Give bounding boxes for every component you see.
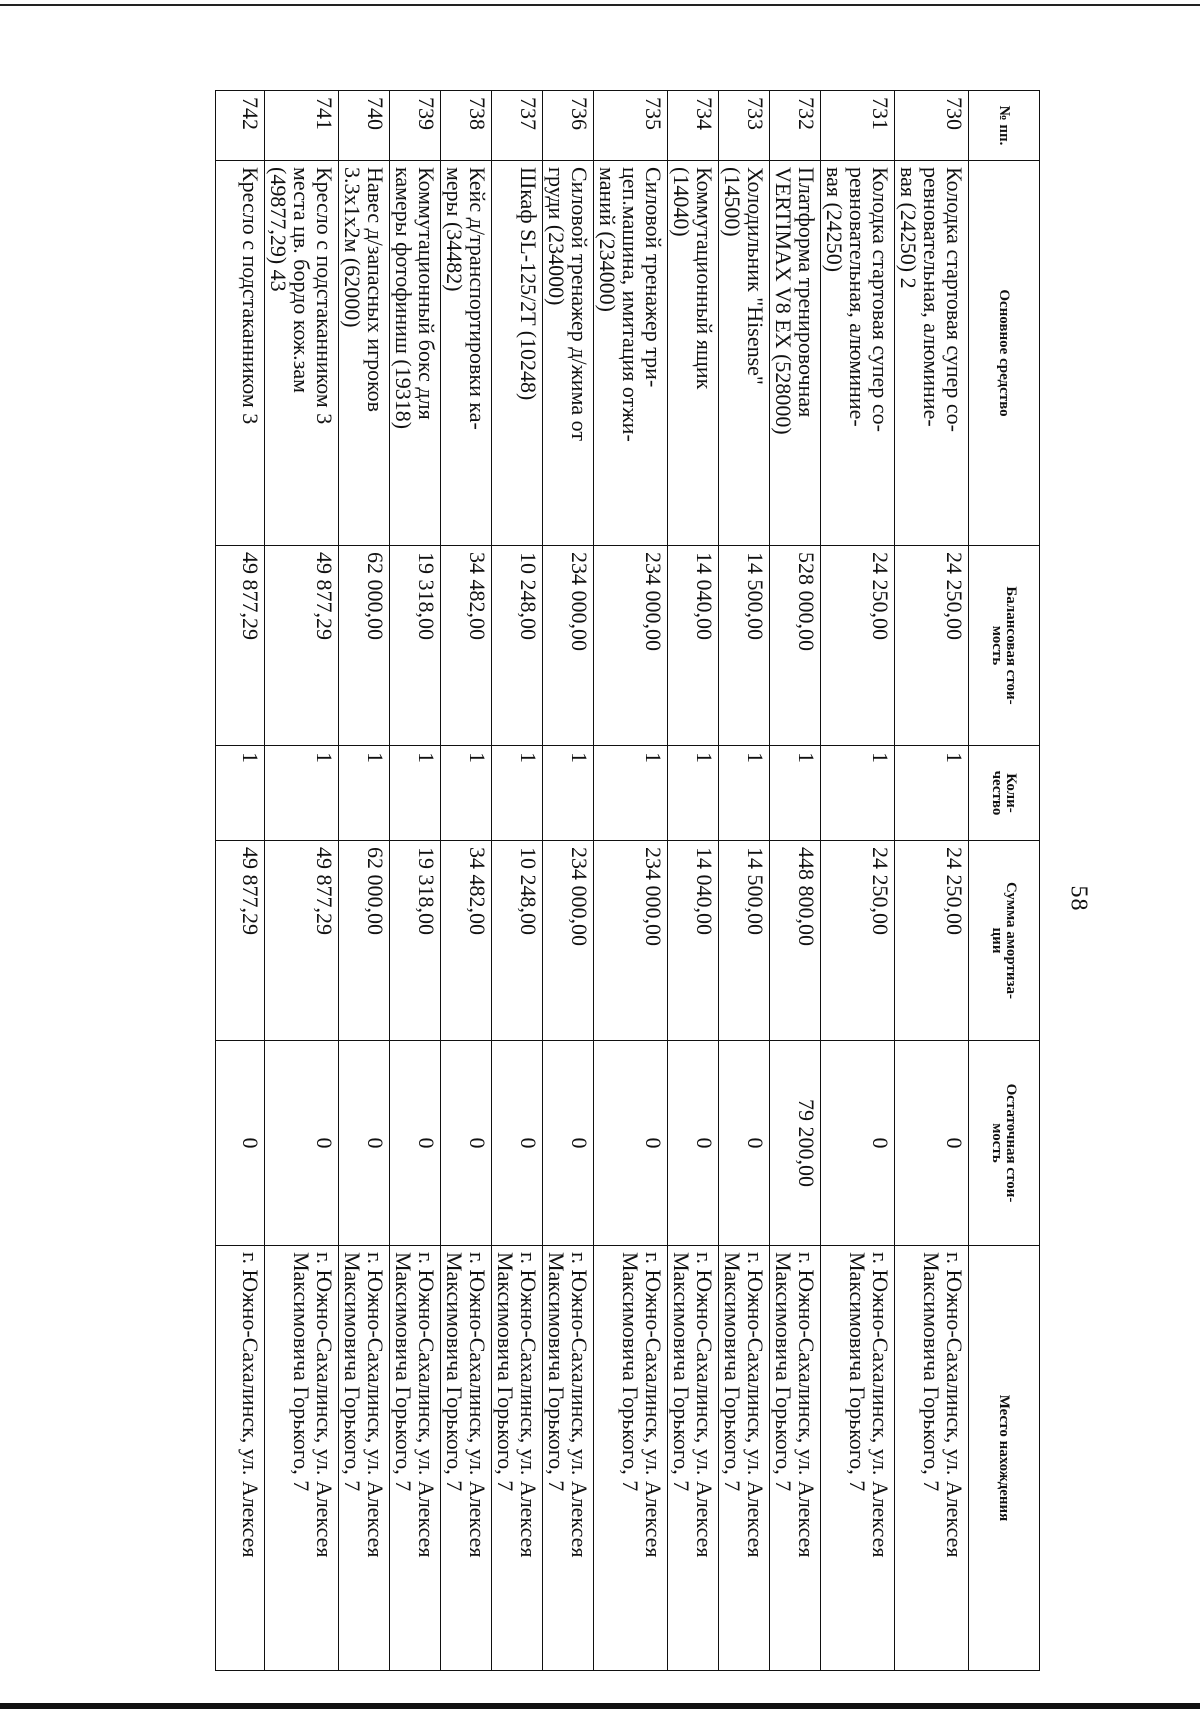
table-body xyxy=(216,91,969,1671)
cell-asset: Силовой тренажер три- цеп.машина, имитация отжи- маний (234000) xyxy=(594,161,668,546)
cell-quantity: 1 xyxy=(390,746,441,841)
table-row xyxy=(543,91,594,1671)
cell-amortization: 34 482,00 xyxy=(441,841,492,1041)
cell-balance: 528 000,00 xyxy=(770,546,821,746)
cell-num: 737 xyxy=(492,91,543,161)
header-asset: Основное средство xyxy=(969,161,1040,546)
table-header-row xyxy=(969,91,1040,1671)
cell-amortization: 14 040,00 xyxy=(668,841,719,1041)
cell-residual: 0 xyxy=(216,1041,265,1246)
cell-balance: 24 250,00 xyxy=(821,546,895,746)
cell-quantity: 1 xyxy=(543,746,594,841)
cell-quantity: 1 xyxy=(719,746,770,841)
cell-residual: 0 xyxy=(594,1041,668,1246)
cell-residual: 0 xyxy=(441,1041,492,1246)
asset-table-sheet xyxy=(110,90,1040,1670)
cell-asset: Шкаф SL-125/2T (10248) xyxy=(492,161,543,546)
cell-amortization: 19 318,00 xyxy=(390,841,441,1041)
cell-balance: 34 482,00 xyxy=(441,546,492,746)
cell-quantity: 1 xyxy=(339,746,390,841)
cell-asset: Кейс д/транспортировки ка- меры (34482) xyxy=(441,161,492,546)
cell-quantity: 1 xyxy=(492,746,543,841)
cell-asset: Коммутационный ящик (14040) xyxy=(668,161,719,546)
header-residual: Остаточная стои- мость xyxy=(969,1041,1040,1246)
cell-balance: 49 877,29 xyxy=(265,546,339,746)
cell-residual: 0 xyxy=(492,1041,543,1246)
cell-amortization: 49 877,29 xyxy=(265,841,339,1041)
header-amortization: Сумма амортиза- ции xyxy=(969,841,1040,1041)
cell-location: г. Южно-Сахалинск, ул. Алексея xyxy=(216,1246,265,1671)
cell-amortization: 24 250,00 xyxy=(895,841,969,1041)
cell-location: г. Южно-Сахалинск, ул. Алексея Максимовича Горького, 7 xyxy=(265,1246,339,1671)
cell-residual: 0 xyxy=(543,1041,594,1246)
cell-num: 733 xyxy=(719,91,770,161)
table-row xyxy=(216,91,265,1671)
header-balance: Балансовая стои- мость xyxy=(969,546,1040,746)
cell-balance: 10 248,00 xyxy=(492,546,543,746)
cell-asset: Навес д/запасных игроков 3.3х1х2м (62000) xyxy=(339,161,390,546)
cell-quantity: 1 xyxy=(265,746,339,841)
cell-location: г. Южно-Сахалинск, ул. Алексея Максимовича Горького, 7 xyxy=(339,1246,390,1671)
cell-residual: 79 200,00 xyxy=(770,1041,821,1246)
cell-location: г. Южно-Сахалинск, ул. Алексея Максимовича Горького, 7 xyxy=(390,1246,441,1671)
cell-residual: 0 xyxy=(668,1041,719,1246)
cell-balance: 14 040,00 xyxy=(668,546,719,746)
cell-balance: 234 000,00 xyxy=(543,546,594,746)
page-number: 58 xyxy=(1065,885,1092,912)
cell-balance: 234 000,00 xyxy=(594,546,668,746)
table-row xyxy=(441,91,492,1671)
cell-residual: 0 xyxy=(339,1041,390,1246)
table-row xyxy=(895,91,969,1671)
cell-quantity: 1 xyxy=(895,746,969,841)
cell-location: г. Южно-Сахалинск, ул. Алексея Максимовича Горького, 7 xyxy=(719,1246,770,1671)
cell-quantity: 1 xyxy=(770,746,821,841)
cell-residual: 0 xyxy=(265,1041,339,1246)
cell-balance: 14 500,00 xyxy=(719,546,770,746)
cell-location: г. Южно-Сахалинск, ул. Алексея Максимовича Горького, 7 xyxy=(668,1246,719,1671)
table-row xyxy=(492,91,543,1671)
cell-balance: 62 000,00 xyxy=(339,546,390,746)
header-location: Место нахождения xyxy=(969,1246,1040,1671)
scan-edge-line-bottom xyxy=(0,1703,1200,1709)
cell-amortization: 234 000,00 xyxy=(543,841,594,1041)
cell-amortization: 62 000,00 xyxy=(339,841,390,1041)
scan-edge-line xyxy=(0,4,1200,6)
cell-location: г. Южно-Сахалинск, ул. Алексея Максимовича Горького, 7 xyxy=(492,1246,543,1671)
fixed-assets-table xyxy=(215,90,1040,1671)
cell-residual: 0 xyxy=(821,1041,895,1246)
cell-location: г. Южно-Сахалинск, ул. Алексея Максимовича Горького, 7 xyxy=(594,1246,668,1671)
cell-amortization: 49 877,29 xyxy=(216,841,265,1041)
cell-quantity: 1 xyxy=(821,746,895,841)
cell-amortization: 14 500,00 xyxy=(719,841,770,1041)
header-num: № пп. xyxy=(969,91,1040,161)
table-row xyxy=(770,91,821,1671)
cell-residual: 0 xyxy=(895,1041,969,1246)
cell-asset: Колодка стартовая супер со- ревновательная, алюминие- вая (24250) xyxy=(821,161,895,546)
cell-num: 742 xyxy=(216,91,265,161)
cell-asset: Кресло с подстаканником 3 xyxy=(216,161,265,546)
table-row xyxy=(390,91,441,1671)
cell-asset: Колодка стартовая супер со- ревновательная, алюминие- вая (24250) 2 xyxy=(895,161,969,546)
cell-num: 736 xyxy=(543,91,594,161)
cell-location: г. Южно-Сахалинск, ул. Алексея Максимовича Горького, 7 xyxy=(543,1246,594,1671)
cell-num: 730 xyxy=(895,91,969,161)
cell-quantity: 1 xyxy=(594,746,668,841)
table-row xyxy=(719,91,770,1671)
table-row xyxy=(821,91,895,1671)
cell-num: 741 xyxy=(265,91,339,161)
cell-quantity: 1 xyxy=(216,746,265,841)
cell-balance: 49 877,29 xyxy=(216,546,265,746)
cell-num: 734 xyxy=(668,91,719,161)
cell-asset: Кресло с подстаканником 3 места цв. бордо кож.зам (49877,29) 43 xyxy=(265,161,339,546)
cell-asset: Силовой тренажер д/жима от груди (234000) xyxy=(543,161,594,546)
cell-location: г. Южно-Сахалинск, ул. Алексея Максимовича Горького, 7 xyxy=(821,1246,895,1671)
table-row xyxy=(339,91,390,1671)
cell-num: 732 xyxy=(770,91,821,161)
cell-num: 740 xyxy=(339,91,390,161)
cell-num: 738 xyxy=(441,91,492,161)
cell-balance: 24 250,00 xyxy=(895,546,969,746)
header-quantity: Коли- чество xyxy=(969,746,1040,841)
cell-amortization: 234 000,00 xyxy=(594,841,668,1041)
table-row xyxy=(594,91,668,1671)
cell-amortization: 448 800,00 xyxy=(770,841,821,1041)
cell-asset: Коммутационный бокс для камеры фотофиниш (19318) xyxy=(390,161,441,546)
cell-num: 739 xyxy=(390,91,441,161)
cell-quantity: 1 xyxy=(668,746,719,841)
cell-num: 731 xyxy=(821,91,895,161)
cell-balance: 19 318,00 xyxy=(390,546,441,746)
cell-residual: 0 xyxy=(719,1041,770,1246)
cell-residual: 0 xyxy=(390,1041,441,1246)
cell-location: г. Южно-Сахалинск, ул. Алексея Максимовича Горького, 7 xyxy=(895,1246,969,1671)
cell-num: 735 xyxy=(594,91,668,161)
cell-location: г. Южно-Сахалинск, ул. Алексея Максимовича Горького, 7 xyxy=(441,1246,492,1671)
cell-amortization: 24 250,00 xyxy=(821,841,895,1041)
cell-amortization: 10 248,00 xyxy=(492,841,543,1041)
table-row xyxy=(668,91,719,1671)
cell-asset: Холодильник "Hisense" (14500) xyxy=(719,161,770,546)
cell-quantity: 1 xyxy=(441,746,492,841)
cell-location: г. Южно-Сахалинск, ул. Алексея Максимовича Горького, 7 xyxy=(770,1246,821,1671)
cell-asset: Платформа тренировочная VERTIMAX V8 EX (528000) xyxy=(770,161,821,546)
table-row xyxy=(265,91,339,1671)
